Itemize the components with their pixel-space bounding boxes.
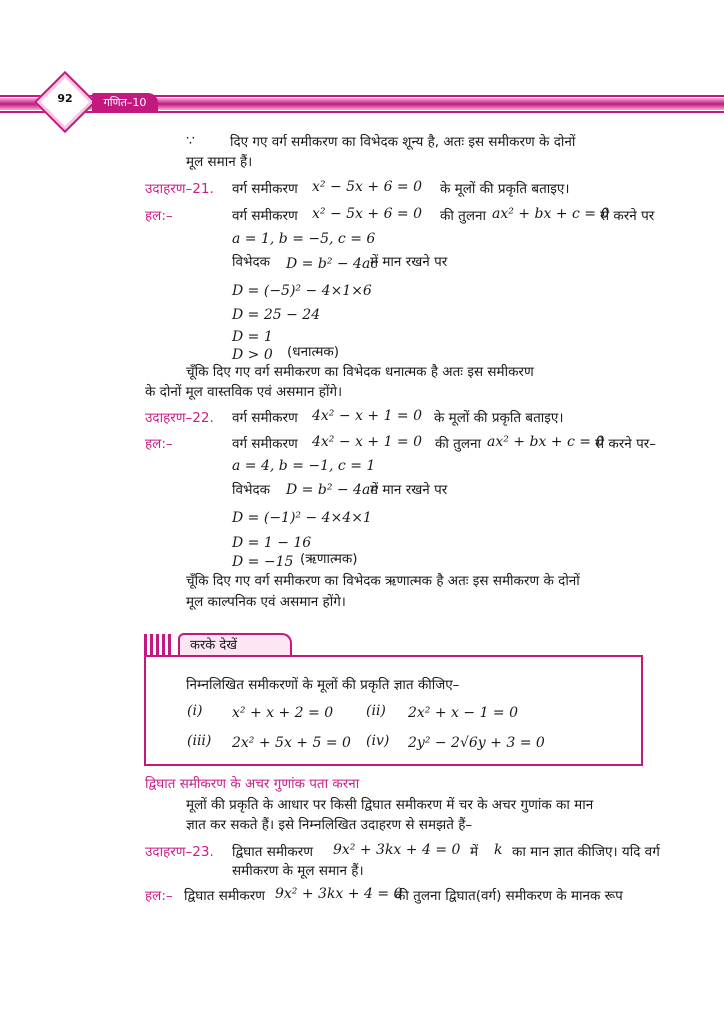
- text-line: में मान रखने पर: [370, 482, 448, 498]
- text-line: में: [470, 844, 479, 860]
- text-line: मूलों की प्रकृति के आधार पर किसी द्विघात समीकरण में चर के अचर गुणांक का मान: [186, 797, 594, 813]
- solution-label: हल:–: [145, 436, 173, 452]
- activity-title: करके देखें: [178, 633, 292, 657]
- equation: x² − 5x + 6 = 0: [312, 206, 423, 222]
- activity-equation: 2x² + x − 1 = 0: [408, 705, 519, 721]
- text-line: का मान ज्ञात कीजिए। यदि वर्ग: [512, 844, 660, 860]
- example-label: उदाहरण–21.: [145, 181, 214, 197]
- because-symbol: ∵: [186, 133, 195, 149]
- equation: 4x² − x + 1 = 0: [312, 408, 423, 424]
- equation: 9x² + 3kx + 4 = 0: [333, 842, 461, 858]
- text-line: वर्ग समीकरण: [232, 208, 298, 224]
- equation: ax² + bx + c = 0: [487, 434, 605, 450]
- activity-equation: 2y² − 2√6y + 3 = 0: [408, 735, 545, 751]
- item-label: (ii): [366, 703, 386, 719]
- solution-label: हल:–: [145, 208, 173, 224]
- item-label: (iii): [187, 733, 212, 749]
- text-line: विभेदक: [232, 254, 271, 270]
- math-line: a = 4, b = −1, c = 1: [232, 458, 376, 474]
- text-line: की तुलना द्विघात(वर्ग) समीकरण के मानक रूप: [395, 888, 623, 904]
- equation: D = b² − 4ac: [286, 482, 379, 498]
- equation: 4x² − x + 1 = 0: [312, 434, 423, 450]
- math-line: D > 0: [232, 347, 273, 363]
- text-line: द्विघात समीकरण: [184, 888, 266, 904]
- text-line: मूल समान हैं।: [186, 154, 253, 170]
- activity-box: [144, 655, 643, 766]
- text-line: की तुलना: [435, 436, 481, 452]
- math-line: D = −15: [232, 554, 294, 570]
- text-line: चूँकि दिए गए वर्ग समीकरण का विभेदक ऋणात्मक है अतः इस समीकरण के दोनों: [186, 573, 580, 589]
- text-line: से करने पर: [600, 208, 655, 224]
- text-line: (धनात्मक): [287, 344, 340, 360]
- equation: 9x² + 3kx + 4 = 0: [275, 886, 403, 902]
- text-line: में मान रखने पर: [370, 254, 448, 270]
- activity-prompt: निम्नलिखित समीकरणों के मूलों की प्रकृति ज्ञात कीजिए–: [186, 677, 460, 693]
- example-label: उदाहरण–22.: [145, 410, 214, 426]
- activity-equation: 2x² + 5x + 5 = 0: [232, 735, 351, 751]
- activity-bars: [144, 634, 178, 656]
- subject-tab: गणित–10: [92, 93, 158, 113]
- equation: D = b² − 4ac: [286, 256, 379, 272]
- equation: x² − 5x + 6 = 0: [312, 179, 423, 195]
- text-line: वर्ग समीकरण: [232, 410, 298, 426]
- math-line: a = 1, b = −5, c = 6: [232, 231, 376, 247]
- section-heading: द्विघात समीकरण के अचर गुणांक पता करना: [145, 776, 360, 792]
- text-line: वर्ग समीकरण: [232, 436, 298, 452]
- text-line: विभेदक: [232, 482, 271, 498]
- text-line: ज्ञात कर सकते हैं। इसे निम्नलिखित उदाहरण से समझते हैं–: [186, 817, 473, 833]
- math-line: D = 25 − 24: [232, 307, 321, 323]
- math-line: D = 1 − 16: [232, 535, 312, 551]
- equation: ax² + bx + c = 0: [492, 206, 610, 222]
- text-line: के दोनों मूल वास्तविक एवं असमान होंगे।: [145, 384, 343, 400]
- text-line: दिए गए वर्ग समीकरण का विभेदक शून्य है, अतः इस समीकरण के दोनों: [230, 134, 576, 150]
- text-line: मूल काल्पनिक एवं असमान होंगे।: [186, 594, 346, 610]
- text-line: के मूलों की प्रकृति बताइए।: [434, 410, 564, 426]
- math-line: D = 1: [232, 329, 273, 345]
- text-line: से करने पर–: [595, 436, 657, 452]
- text-line: वर्ग समीकरण: [232, 181, 298, 197]
- solution-label: हल:–: [145, 888, 173, 904]
- math-line: D = (−1)² − 4×4×1: [232, 510, 372, 526]
- item-label: (i): [187, 703, 203, 719]
- example-label: उदाहरण–23.: [145, 844, 214, 860]
- activity-equation: x² + x + 2 = 0: [232, 705, 334, 721]
- item-label: (iv): [366, 733, 390, 749]
- text-line: समीकरण के मूल समान हैं।: [232, 863, 364, 879]
- page-number: 92: [57, 92, 73, 105]
- text-line: (ऋणात्मक): [300, 551, 358, 567]
- math-line: D = (−5)² − 4×1×6: [232, 283, 372, 299]
- text-line: चूँकि दिए गए वर्ग समीकरण का विभेदक धनात्मक है अतः इस समीकरण: [186, 364, 534, 380]
- text-line: द्विघात समीकरण: [232, 844, 314, 860]
- variable-k: k: [494, 842, 503, 858]
- text-line: के मूलों की प्रकृति बताइए।: [440, 181, 570, 197]
- text-line: की तुलना: [440, 208, 486, 224]
